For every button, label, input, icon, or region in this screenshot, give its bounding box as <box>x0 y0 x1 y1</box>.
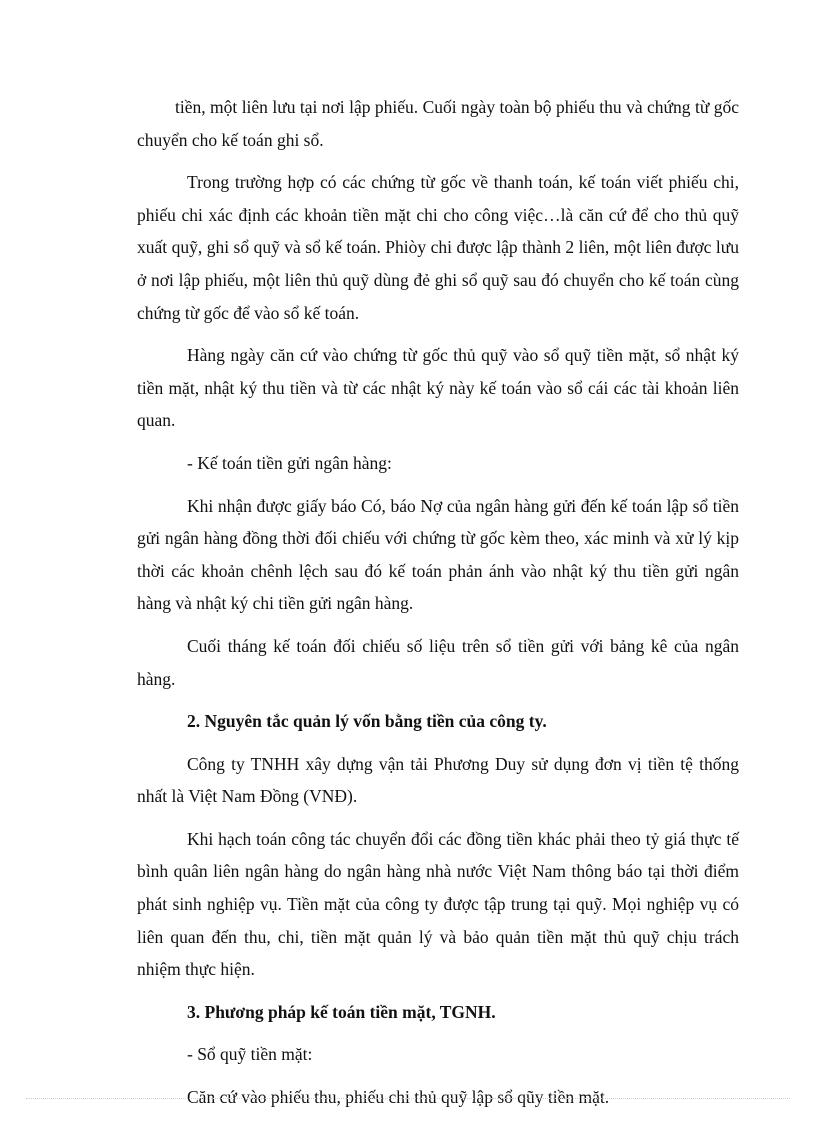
paragraph-exchange-rate: Khi hạch toán công tác chuyển đổi các đồng tiền khác phải theo tỷ giá thực tế bình quân liên ngân hàng do ngân hàng nhà nước Việt Nam thông báo tại thời điểm phát sinh nghiệp vụ. Tiền mặt của công ty được tập trung tại quỹ. Mọi nghiệp vụ có liên quan đến thu, chi, tiền mặt quản lý và bảo quản tiền mặt thủ quỹ chịu trách nhiệm thực hiện. <box>137 828 739 980</box>
subheading-bank-deposit-accounting: - Kế toán tiền gửi ngân hàng: <box>187 452 392 473</box>
paragraph-cash-book-basis: Căn cứ vào phiếu thu, phiếu chi thủ quỹ lập sổ qũy tiền mặt. <box>187 1087 610 1108</box>
paragraph-daily-cash-ledger: Hàng ngày căn cứ vào chứng từ gốc thủ quỹ vào sổ quỹ tiền mặt, sổ nhật ký tiền mặt, nhật ký thu tiền và từ các nhật ký này kế toán vào sổ cái các tài khoản liên quan. <box>137 345 739 431</box>
paragraph-cash-payment: Trong trường hợp có các chứng từ gốc về thanh toán, kế toán viết phiếu chi, phiếu chi xác định các khoản tiền mặt chi cho công việc…là căn cứ để cho thủ quỹ xuất quỹ, ghi sổ quỹ và sổ kế toán. Phiòy chi được lập thành 2 liên, một liên được lưu ở nơi lập phiếu, một liên thủ quỹ dùng đẻ ghi sổ quỹ sau đó chuyển cho kế toán cùng chứng từ gốc để vào sổ kế toán. <box>137 172 739 323</box>
document-body <box>137 91 739 1124</box>
paragraph-continuation: tiền, một liên lưu tại nơi lập phiếu. Cuối ngày toàn bộ phiếu thu và chứng từ gốc chuyển cho kế toán ghi sổ. <box>137 97 739 150</box>
page-footer-divider <box>26 1098 790 1099</box>
section-heading-2: 2. Nguyên tắc quản lý vốn bằng tiền của công ty. <box>187 711 547 732</box>
paragraph-currency-unit: Công ty TNHH xây dựng vận tải Phương Duy sử dụng đơn vị tiền tệ thống nhất là Việt Nam Đồng (VNĐ). <box>137 753 739 807</box>
section-heading-3: 3. Phương pháp kế toán tiền mặt, TGNH. <box>187 1001 496 1022</box>
paragraph-bank-notice: Khi nhận được giấy báo Có, báo Nợ của ngân hàng gửi đến kế toán lập sổ tiền gửi ngân hàng đồng thời đối chiếu với chứng từ gốc kèm theo, xác minh và xử lý kịp thời các khoản chênh lệch sau đó kế toán phản ánh vào nhật ký thu tiền gửi ngân hàng và nhật ký chi tiền gửi ngân hàng. <box>137 495 739 614</box>
paragraph-month-end-reconciliation: Cuối tháng kế toán đối chiếu số liệu trên sổ tiền gửi với bảng kê của ngân hàng. <box>137 635 739 689</box>
subheading-cash-book: - Sổ quỹ tiền mặt: <box>187 1044 313 1065</box>
